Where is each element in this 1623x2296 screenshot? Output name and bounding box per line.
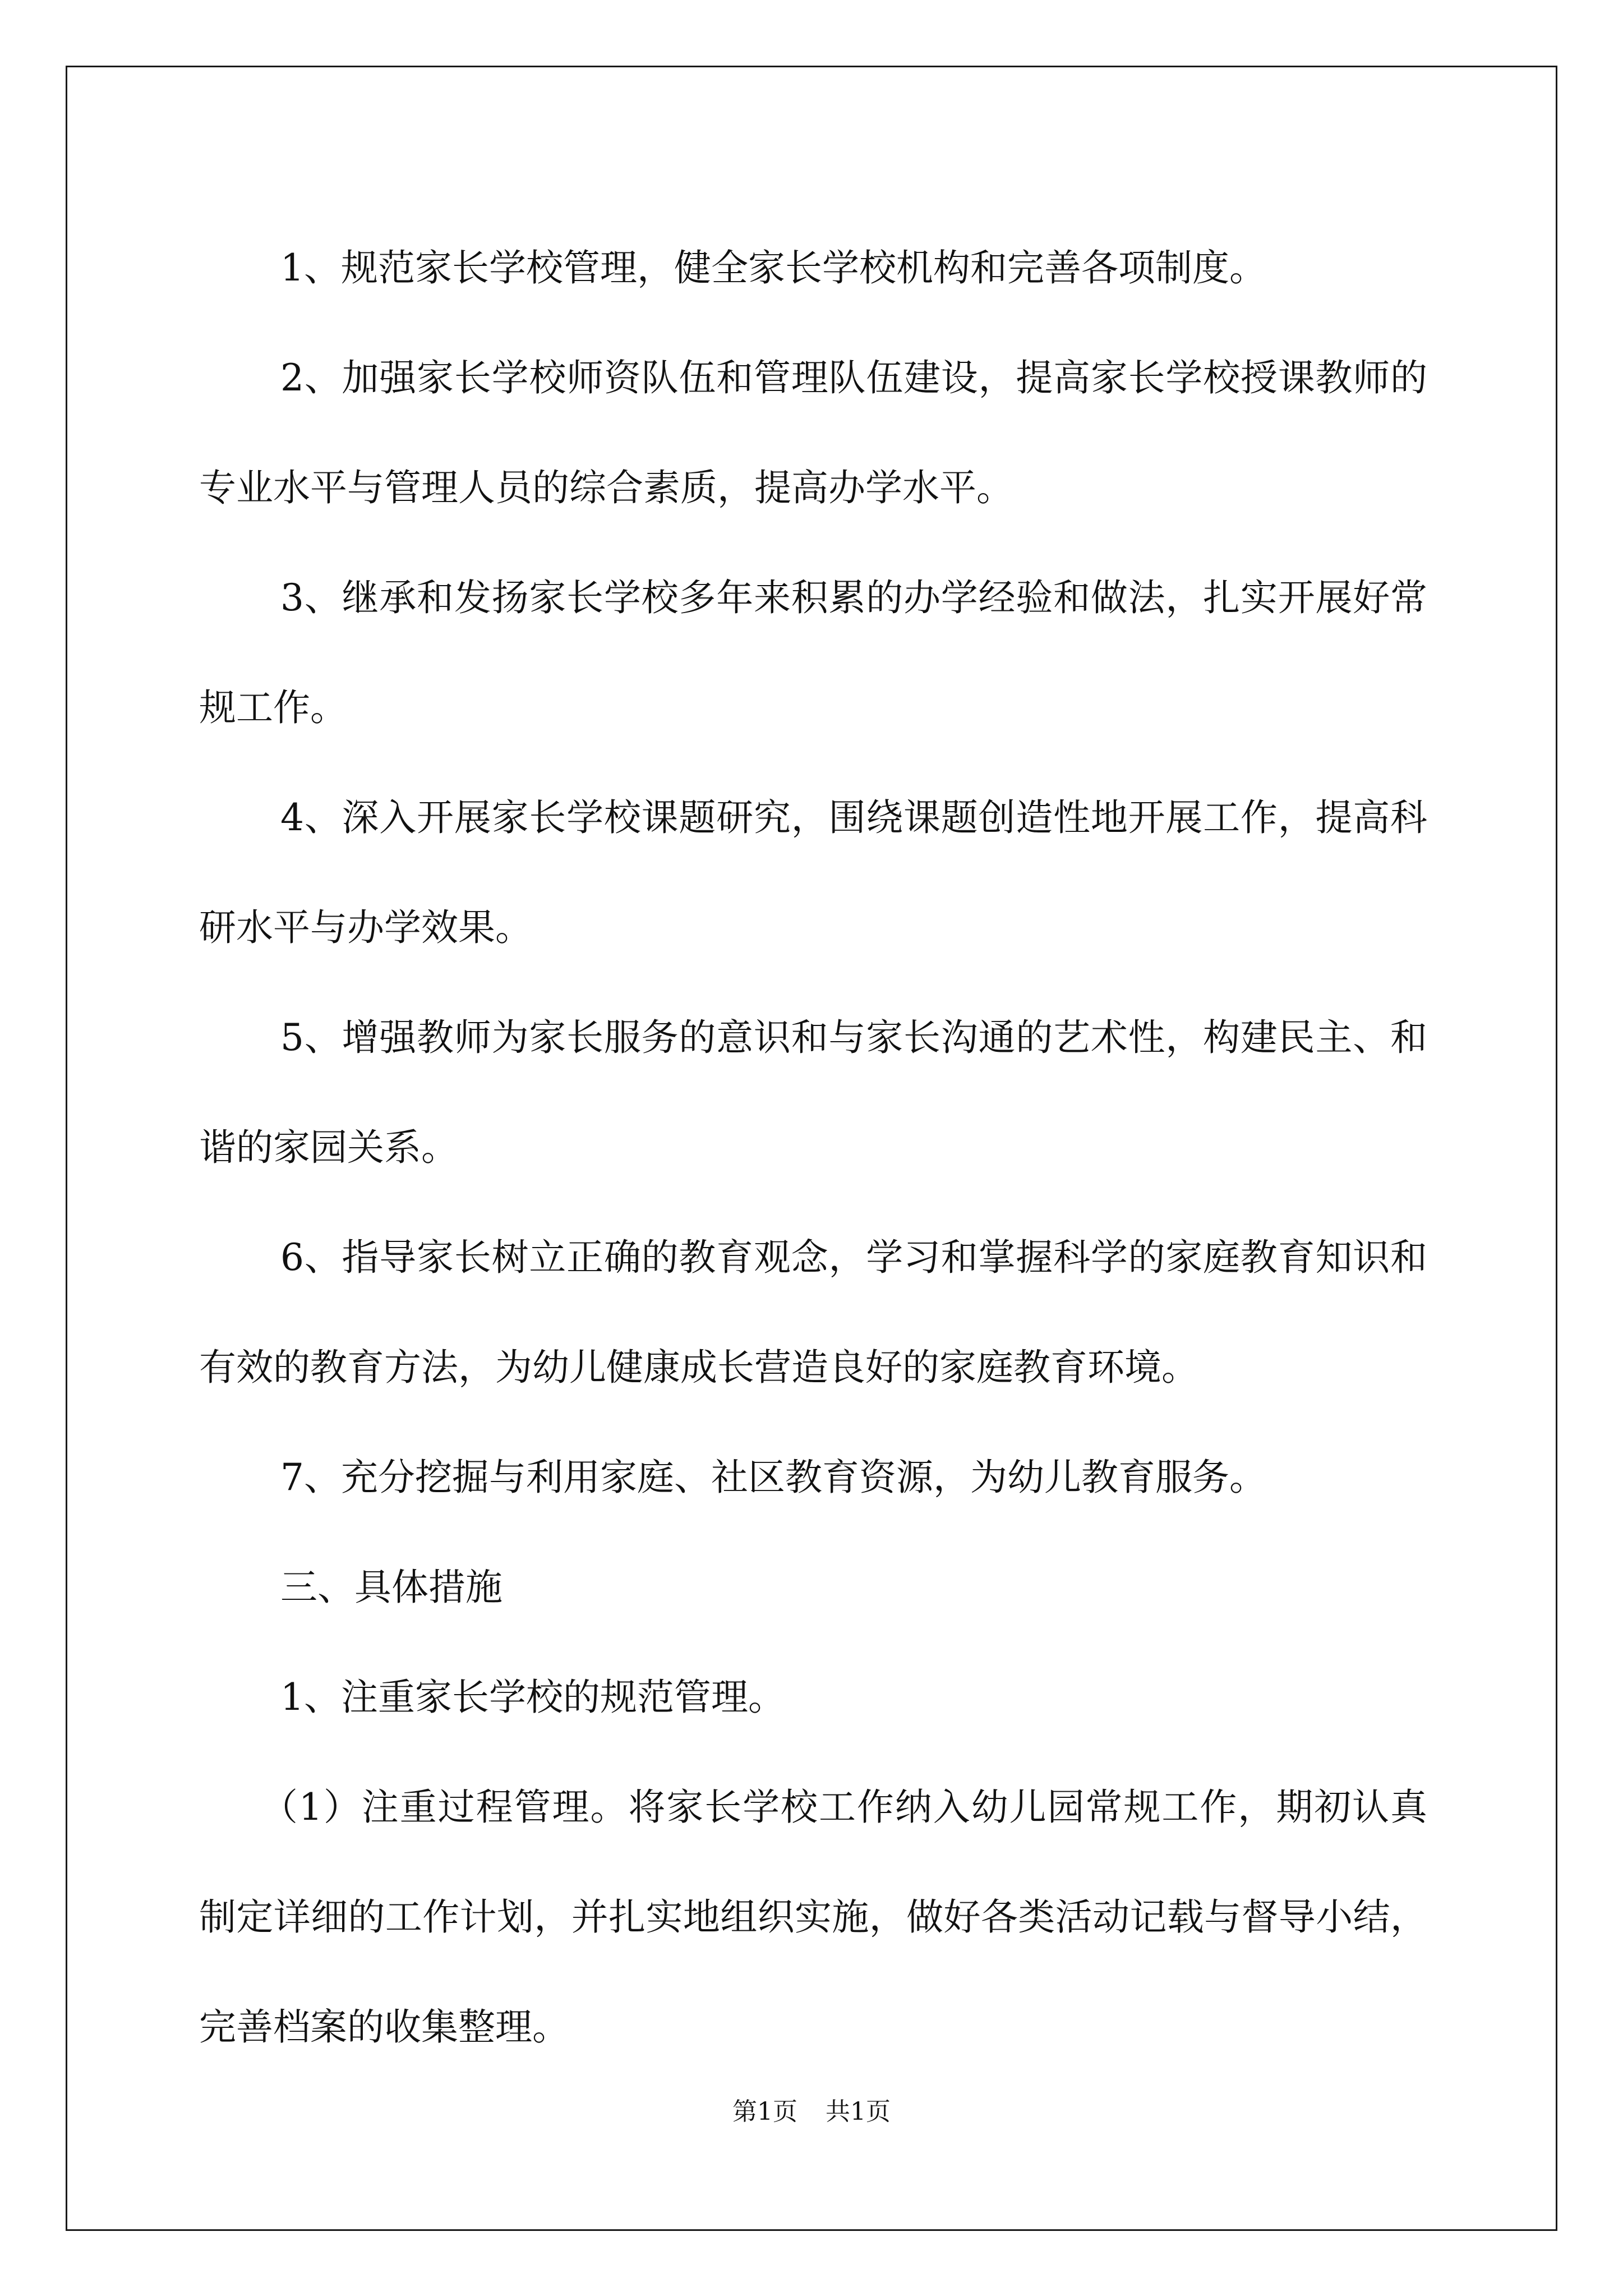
paragraph-4: 4、深入开展家长学校课题研究，围绕课题创造性地开展工作，提高科研水平与办学效果。 (199, 796, 1427, 949)
paragraph-3: 3、继承和发扬家长学校多年来积累的办学经验和做法，扎实开展好常规工作。 (199, 576, 1427, 729)
section-heading: 三、具体措施 (280, 1566, 502, 1609)
paragraph-7: 7、充分挖掘与利用家庭、社区教育资源，为幼儿教育服务。 (280, 1456, 1266, 1499)
paragraph-6: 6、指导家长树立正确的教育观念，学习和掌握科学的家庭教育知识和有效的教育方法，为幼儿健康成长营造良好的家庭教育环境。 (199, 1236, 1427, 1389)
page-total: 共1页 (826, 2097, 891, 2126)
paragraph-5: 5、增强教师为家长服务的意识和与家长沟通的艺术性，构建民主、和谐的家园关系。 (199, 1016, 1427, 1169)
page-footer (0, 2095, 1623, 2129)
paragraph-1: 1、规范家长学校管理，健全家长学校机构和完善各项制度。 (280, 246, 1266, 289)
document-body (199, 213, 1427, 2082)
subsection-heading: 1、注重家长学校的规范管理。 (280, 1676, 785, 1719)
page-number: 第1页 (732, 2097, 797, 2126)
paragraph-2: 2、加强家长学校师资队伍和管理队伍建设，提高家长学校授课教师的专业水平与管理人员的综合素质，提高办学水平。 (199, 356, 1427, 509)
paragraph-8: （1）注重过程管理。将家长学校工作纳入幼儿园常规工作，期初认真制定详细的工作计划，并扎实地组织实施，做好各类活动记载与督导小结，完善档案的收集整理。 (199, 1786, 1427, 2049)
